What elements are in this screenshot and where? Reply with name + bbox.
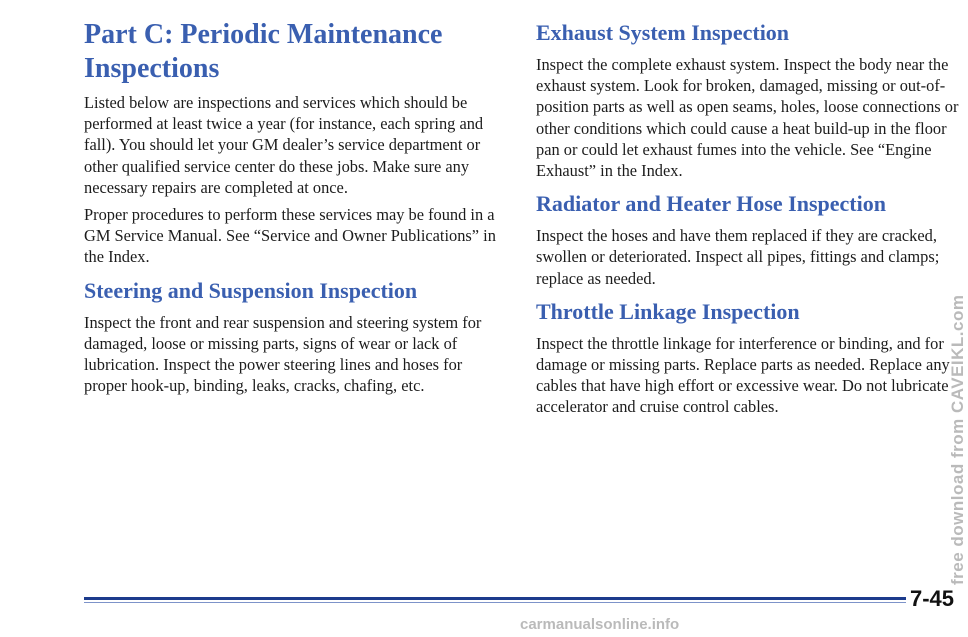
bottom-watermark: carmanualsonline.info xyxy=(520,616,680,633)
page-number: 7-45 xyxy=(909,586,954,611)
exhaust-paragraph: Inspect the complete exhaust system. Inspect the body near the exhaust system. Look for broken, damaged, missing or out-of-position parts as well as open seams, holes, loose connections or other conditions which could cause a heat build-up in the floor pan or could let exhaust fumes into the vehicle. See “Engine Exhaust” in the Index. xyxy=(536,55,959,181)
footer-rule xyxy=(84,597,906,600)
throttle-heading: Throttle Linkage Inspection xyxy=(536,298,800,324)
radiator-paragraph: Inspect the hoses and have them replaced if they are cracked, swollen or deteriorated. Inspect all pipes, fittings and clamps; replace as needed. xyxy=(536,226,940,288)
exhaust-heading: Exhaust System Inspection xyxy=(536,20,790,45)
page-title: Part C: Periodic Maintenance Inspections xyxy=(84,19,443,84)
right-column xyxy=(536,14,961,424)
intro-paragraph-1: Listed below are inspections and services which should be performed at least twice a year (for instance, each spring and fall). You should let your GM dealer’s service department or other qualified service center do these jobs. Make sure any necessary repairs are completed at once. xyxy=(84,93,484,197)
steering-heading: Steering and Suspension Inspection xyxy=(84,277,418,303)
intro-paragraph-2: Proper procedures to perform these services may be found in a GM Service Manual. See “Service and Owner Publications” in the Index. xyxy=(84,205,496,267)
throttle-paragraph: Inspect the throttle linkage for interference or binding, and for damage or missing parts. Replace parts as needed. Replace any cables that have high effort or excessive wear. Do not lubricate accelerator and cruise control cables. xyxy=(536,333,950,417)
left-column xyxy=(84,14,504,402)
side-watermark: free download from CAVEIKL.com xyxy=(948,294,967,585)
radiator-heading: Radiator and Heater Hose Inspection xyxy=(536,191,886,217)
steering-paragraph: Inspect the front and rear suspension and steering system for damaged, loose or missing parts, signs of wear or lack of lubrication. Inspect the power steering lines and hoses for proper hook-up, binding, leaks, cracks, chafing, etc. xyxy=(84,312,482,396)
footer-rule-thin xyxy=(84,602,906,603)
